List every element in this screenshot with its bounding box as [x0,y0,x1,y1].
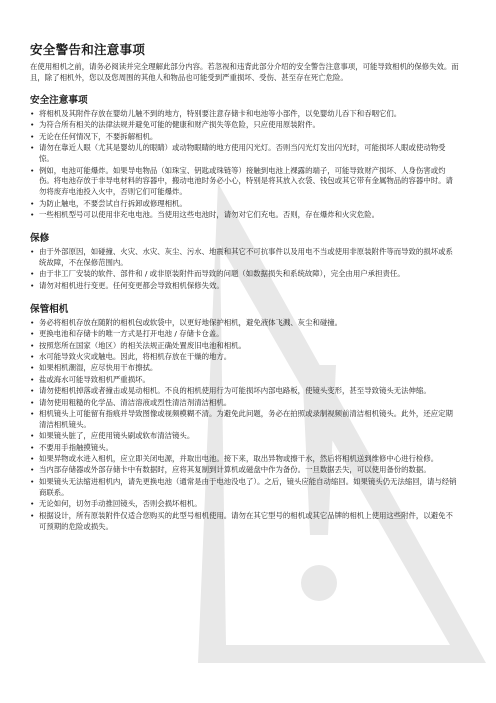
bullet-icon: • [30,120,35,130]
bullet-icon: • [30,109,35,118]
list-item: • 无论在任何情况下，不要拆解相机。 [30,131,158,141]
list-item: • 由于外部原因，如碰撞、火灾、水灾、灰尘、污水、地震和其它不可抗事件以及用电不当或使用非原装附件等而导致的损坏或系统故障，不在保修范围内。 [30,247,453,267]
list-warranty [30,247,460,292]
list-item: • 为防止触电，不要尝试自行拆卸或修理相机。 [30,198,187,208]
bullet-icon: • [30,510,35,520]
bullet-icon: • [30,143,35,153]
list-item: • 如果相机潮湿，应尽快用干布擦拭。 [30,363,158,373]
bullet-icon: • [30,247,35,257]
bullet-icon: • [30,431,35,441]
intro-paragraph: 在使用相机之前，请务必阅读并完全理解此部分内容。若忽视和违背此部分介绍的安全警告注意事项，可能导致相机的保修失效。而且，除了相机外，您以及您周围的其他人和物品也可能受到严重损坏、受伤、甚至存在死亡危险。 [30,62,459,82]
list-item: • 请勿在靠近人眼（尤其是婴幼儿的眼睛）或动物眼睛的地方使用闪光灯。否则当闪光灯发出闪光时，可能损坏人眼或使动物受惊。 [30,143,446,164]
bullet-icon: • [30,499,35,509]
section-heading-warranty: 保修 [30,233,50,245]
bullet-icon: • [30,397,35,407]
bullet-icon: • [30,317,35,327]
bullet-icon: • [30,454,35,464]
list-item: • 一些相机型号可以使用非充电电池。当使用这些电池时，请勿对它们充电。否则，存在爆炸和火灾危险。 [30,210,379,220]
list-item: • 盐或海水可能导致相机严重损坏。 [30,374,150,384]
list-item: • 请勿使用粗糙的化学品、清洁溶液或烈性清洁剂清洁相机。 [30,397,232,407]
list-item: • 不要用手指触摸镜头。 [30,442,113,452]
bullet-icon: • [30,340,35,350]
list-item: • 如果镜头无法缩进相机内，请先更换电池（通常是由于电池没电了）。之后，镜头应能自动缩回。如果镜头仍无法缩回，请与经销商联系。 [30,476,457,497]
list-item: • 相机镜头上可能留有指痕并导致图像或视频模糊不清。为避免此问题，务必在拍照或录制视频前清洁相机镜头。此外，还应定期清洁相机镜头。 [30,408,453,429]
list-item: • 例如，电池可能爆炸。如果导电物品（如珠宝、钥匙或珠链等）接触到电池上裸露的端子，可能导致财产损坏、人身伤害或灼伤。将电池存放于非导电材料的容器中，搬动电池时务必小心，特别是将其放入衣袋、钱包或其它带有金属物品的容器中时。请勿将废弃电池投入火中，否则它们可能爆炸。 [30,165,453,197]
bullet-icon: • [30,351,35,361]
list-item: • 水可能导致火灾或触电。因此，将相机存放在干燥的地方。 [30,351,232,361]
list-item: • 如果异物或水进入相机，应立即关闭电源，并取出电池。接下来，取出异物或擦干水，然后将相机送到维修中心进行检修。 [30,454,439,464]
bullet-icon: • [30,198,35,208]
bullet-icon: • [30,210,35,220]
bullet-icon: • [30,329,35,339]
bullet-icon: • [30,269,35,279]
section-heading-safety: 安全注意事项 [30,95,88,106]
list-item: • 更换电池和存储卡的唯一方式是打开电池 / 存储卡仓盖。 [30,329,224,339]
bullet-icon: • [30,165,35,175]
bullet-icon: • [30,386,35,396]
section-heading-camera-care: 保管相机 [30,303,69,315]
list-item: • 务必将相机存放在随附的相机包或软袋中，以更好地保护相机，避免液体飞溅、灰尘和碰撞。 [30,317,343,327]
list-item: • 请勿对相机进行变更。任何变更都会导致相机保修失效。 [30,280,224,290]
bullet-icon: • [30,374,35,384]
list-item: • 由于非工厂安装的软件、部件和 / 或非原装附件而导致的问题（如数据损失和系统故障），完全由用户承担责任。 [30,269,405,279]
list-safety [30,109,460,221]
list-item: • 为符合所有相关的法律法规并避免可能的健康和财产损失等危险，只应使用原装附件。 [30,120,320,130]
list-camera-care [30,318,460,533]
bullet-icon: • [30,476,35,486]
list-item: • 请勿使相机掉落或者撞击或晃动相机。不良的相机使用行为可能损坏内部电路板，使镜头变形，甚至导致镜头无法伸缩。 [30,386,431,396]
list-item: • 根据设计，所有原装附件仅适合您购买的此型号相机使用。请勿在其它型号的相机或其它品牌的相机上使用这些附件，以避免不可预期的危险或损失。 [30,510,453,531]
list-item: • 如果镜头脏了，应使用镜头刷或软布清洁镜头。 [30,431,195,441]
bullet-icon: • [30,408,35,418]
bullet-icon: • [30,442,35,452]
bullet-icon: • [30,465,35,475]
list-item: • 按照您所在国家（地区）的相关法规正确处置废旧电池和相机。 [30,340,246,350]
bullet-icon: • [30,363,35,373]
bullet-icon: • [30,131,35,141]
list-item: • 将相机及其附件存放在婴幼儿触不到的地方，特别要注意存储卡和电池等小部件，以免婴幼儿吞下和吞咽它们。 [30,109,402,118]
page-title: 安全警告和注意事项 [30,42,146,57]
document-page [30,30,460,533]
list-item: • 无论如何，切勿手动推回镜头，否则会损坏相机。 [30,499,202,509]
bullet-icon: • [30,280,35,290]
list-item: • 当内部存储器或外部存储卡中有数据时，应将其复制到计算机或磁盘中作为备份。一旦数据丢失，可以使用备份的数据。 [30,465,431,475]
